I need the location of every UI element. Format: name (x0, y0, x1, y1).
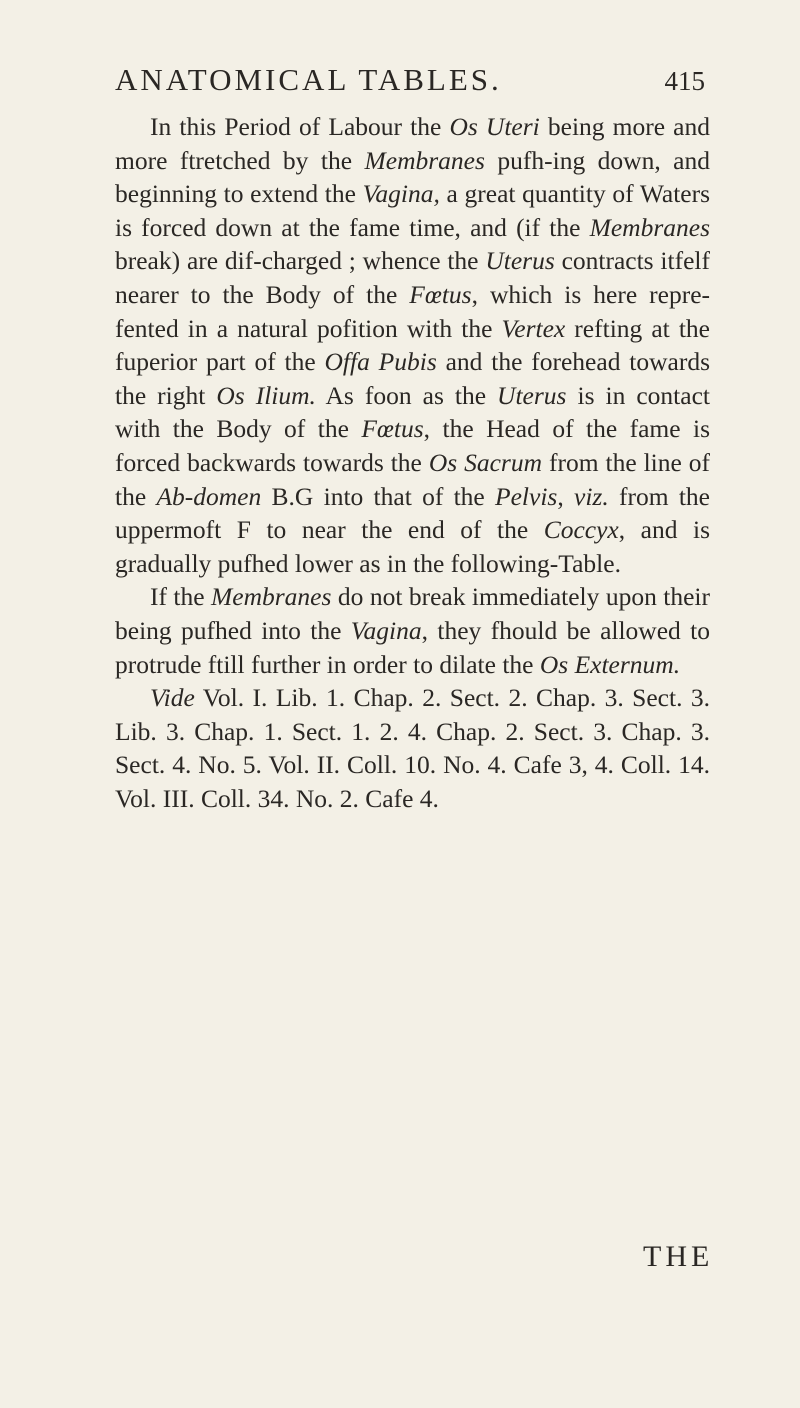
italic-run: Os Ilium. (216, 380, 316, 410)
text-run: B.G into that of the (261, 481, 496, 511)
text-run: pufh-ing down, and beginning to extend the (115, 145, 710, 209)
paragraph-labour-period (115, 110, 710, 580)
text-run: In this Period of Labour the (150, 112, 450, 141)
text-run: , the Head of the fame is forced backwards towards the (115, 414, 710, 477)
paragraph-references (115, 681, 710, 815)
running-head-title: ANATOMICAL TABLES. (115, 62, 502, 97)
text-run: Vol. I. Lib. 1. Chap. 2. Sect. 2. Chap. 3. Sect. 3. Lib. 3. Chap. 1. Sect. 1. 2. 4. Chap. 2. Sect. 3. Chap. 3. Sect. 4. No. 5. Vol. II. Coll. 10. No. 4. Cafe 3, 4. Coll. 14. Vol. III. Coll. 34. No. 2. Cafe 4. (115, 683, 710, 813)
text-run: from the line of the (115, 447, 711, 511)
italic-run: Fœtus (409, 279, 472, 309)
italic-run: Vide (150, 683, 195, 713)
text-run: , and is gradually pufhed lower as in the following-Table. (115, 515, 711, 578)
italic-run: viz. (574, 481, 609, 511)
italic-run: Vagina, (362, 179, 440, 209)
italic-run: Os Sacrum (428, 447, 543, 477)
italic-run: Pelvis (495, 481, 558, 511)
text-run: and the forehead towards the right (115, 347, 711, 410)
text-run: a great quantity of Waters is forced down at the fame time, and (if the (115, 179, 711, 242)
catchword: THE (643, 1240, 714, 1273)
italic-run: Fœtus (361, 414, 424, 444)
page-number: 415 (664, 66, 705, 96)
italic-run: Coccyx (543, 515, 619, 545)
italic-run: Membranes (211, 582, 332, 612)
text-run: , which is here repre-fented in a natural pofition with the (115, 279, 711, 343)
text-run: from the uppermoft F to near the end of the (115, 481, 710, 545)
italic-run: Vagina (350, 615, 422, 645)
italic-run: Uterus (485, 246, 555, 276)
text-run: is in contact with the Body of the (115, 380, 710, 444)
paragraph-membranes (115, 580, 710, 681)
body-text (115, 110, 710, 815)
italic-run: Os Externum. (539, 649, 681, 679)
text-run: refting at the fuperior part of the (115, 313, 710, 377)
text-run: do not break immediately upon their being pufhed into the (115, 582, 710, 645)
running-head (115, 62, 705, 98)
text-run: being more and more ftretched by the (115, 112, 710, 175)
text-run: contracts itfelf nearer to the Body of the (115, 246, 710, 309)
italic-run: Vertex (501, 313, 566, 343)
italic-run: Uterus (497, 380, 567, 410)
text-run: , (557, 481, 574, 511)
italic-run: Os Uteri (449, 112, 540, 141)
italic-run: Offa Pubis (324, 347, 437, 377)
text-run: , they fhould be allowed to protrude ftill further in order to dilate the (115, 615, 710, 679)
text-run: As foon as the (315, 380, 498, 410)
text-run: If the (150, 582, 212, 612)
italic-run: Membranes (589, 212, 710, 242)
italic-run: Membranes (364, 145, 485, 175)
italic-run: Ab-domen (156, 481, 262, 511)
text-run: break) are dif-charged ; whence the (115, 246, 486, 276)
